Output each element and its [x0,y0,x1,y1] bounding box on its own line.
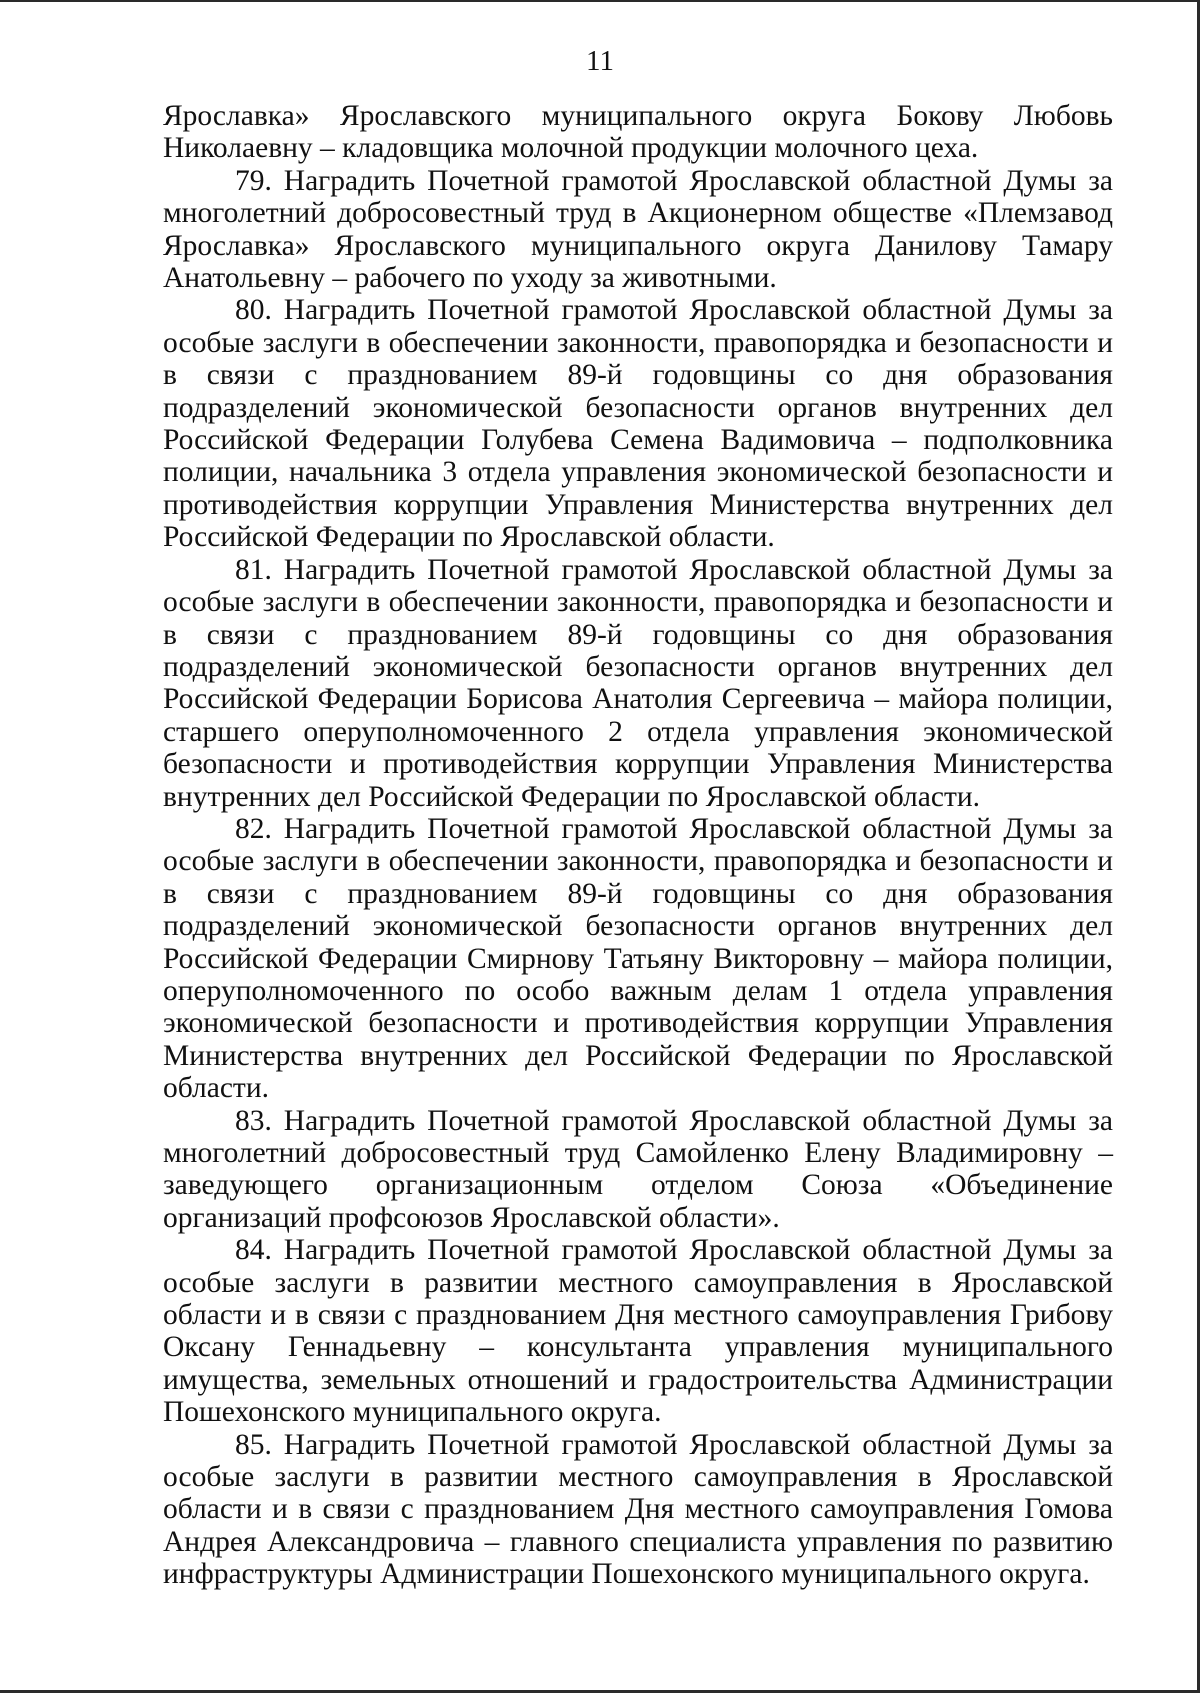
document-body [163,100,1113,1591]
paragraph-item-79: 79. Наградить Почетной грамотой Ярославской областной Думы за многолетний добросовестный труд в Акционерном обществе «Племзавод Ярославка» Ярославского муниципального округа Данилову Тамару Анатольевну – рабочего по уходу за животными. [163,164,1113,295]
paragraph-continuation: Ярославка» Ярославского муниципального округа Бокову Любовь Николаевну – кладовщика молочной продукции молочного цеха. [163,100,1113,165]
paragraph-item-80: 80. Наградить Почетной грамотой Ярославской областной Думы за особые заслуги в обеспечении законности, правопорядка и безопасности и в связи с празднованием 89-й годовщины со дня образования подразделений экономической безопасности органов внутренних дел Российской Федерации Голубева Семена Вадимовича – подполковника полиции, начальника 3 отдела управления экономической безопасности и противодействия коррупции Управления Министерства внутренних дел Российской Федерации по Ярославской области. [163,294,1113,554]
paragraph-item-82: 82. Наградить Почетной грамотой Ярославской областной Думы за особые заслуги в обеспечении законности, правопорядка и безопасности и в связи с празднованием 89-й годовщины со дня образования подразделений экономической безопасности органов внутренних дел Российской Федерации Смирнову Татьяну Викторовну – майора полиции, оперуполномоченного по особо важным делам 1 отдела управления экономической безопасности и противодействия коррупции Управления Министерства внутренних дел Российской Федерации по Ярославской области. [163,812,1113,1105]
paragraph-item-83: 83. Наградить Почетной грамотой Ярославской областной Думы за многолетний добросовестный труд Самойленко Елену Владимировну – заведующего организационным отделом Союза «Объединение организаций профсоюзов Ярославской области». [163,1104,1113,1234]
paragraph-item-85: 85. Наградить Почетной грамотой Ярославской областной Думы за особые заслуги в развитии местного самоуправления в Ярославской области и в связи с празднованием Дня местного самоуправления Гомова Андрея Александровича – главного специалиста управления по развитию инфраструктуры Администрации Пошехонского муниципального округа. [163,1428,1113,1591]
page-number: 11 [586,45,614,77]
paragraph-item-81: 81. Наградить Почетной грамотой Ярославской областной Думы за особые заслуги в обеспечении законности, правопорядка и безопасности и в связи с празднованием 89-й годовщины со дня образования подразделений экономической безопасности органов внутренних дел Российской Федерации Борисова Анатолия Сергеевича – майора полиции, старшего оперуполномоченного 2 отдела управления экономической безопасности и противодействия коррупции Управления Министерства внутренних дел Российской Федерации по Ярославской области. [163,553,1113,813]
scan-border-top [0,0,1200,2]
paragraph-item-84: 84. Наградить Почетной грамотой Ярославской областной Думы за особые заслуги в развитии местного самоуправления в Ярославской области и в связи с празднованием Дня местного самоуправления Грибову Оксану Геннадьевну – консультанта управления муниципального имущества, земельных отношений и градостроительства Администрации Пошехонского муниципального округа. [163,1234,1113,1429]
